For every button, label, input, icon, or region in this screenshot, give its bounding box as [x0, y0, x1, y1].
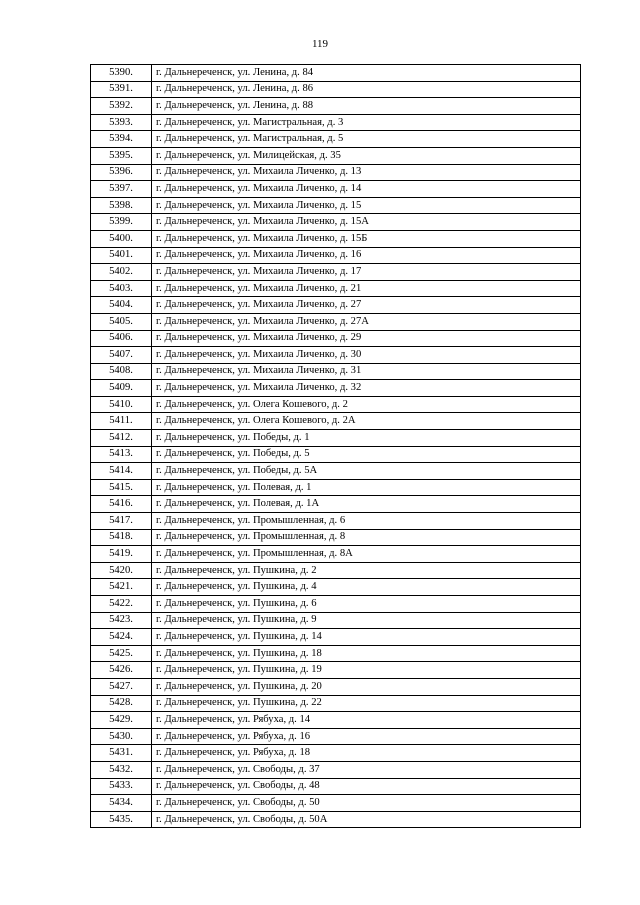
row-number-cell: 5435. [91, 811, 152, 828]
address-cell: г. Дальнереченск, ул. Пушкина, д. 9 [152, 612, 581, 629]
row-number-cell: 5400. [91, 230, 152, 247]
row-number-cell: 5412. [91, 430, 152, 447]
address-cell: г. Дальнереченск, ул. Пушкина, д. 20 [152, 678, 581, 695]
table-row [91, 313, 581, 330]
row-number-cell: 5409. [91, 380, 152, 397]
row-number-cell: 5406. [91, 330, 152, 347]
table-row [91, 264, 581, 281]
row-number-cell: 5423. [91, 612, 152, 629]
row-number-cell: 5404. [91, 297, 152, 314]
address-cell: г. Дальнереченск, ул. Пушкина, д. 6 [152, 596, 581, 613]
table-row [91, 546, 581, 563]
table-row [91, 380, 581, 397]
address-cell: г. Дальнереченск, ул. Милицейская, д. 35 [152, 147, 581, 164]
table-row [91, 98, 581, 115]
table-row [91, 629, 581, 646]
row-number-cell: 5390. [91, 65, 152, 82]
row-number-cell: 5432. [91, 761, 152, 778]
address-cell: г. Дальнереченск, ул. Промышленная, д. 8А [152, 546, 581, 563]
row-number-cell: 5394. [91, 131, 152, 148]
row-number-cell: 5398. [91, 197, 152, 214]
address-table [90, 64, 581, 828]
table-row [91, 579, 581, 596]
table-row [91, 712, 581, 729]
address-cell: г. Дальнереченск, ул. Михаила Личенко, д. 15 [152, 197, 581, 214]
row-number-cell: 5411. [91, 413, 152, 430]
row-number-cell: 5430. [91, 728, 152, 745]
row-number-cell: 5427. [91, 678, 152, 695]
address-cell: г. Дальнереченск, ул. Михаила Личенко, д. 13 [152, 164, 581, 181]
address-cell: г. Дальнереченск, ул. Михаила Личенко, д. 21 [152, 280, 581, 297]
row-number-cell: 5401. [91, 247, 152, 264]
table-row [91, 114, 581, 131]
row-number-cell: 5395. [91, 147, 152, 164]
address-cell: г. Дальнереченск, ул. Магистральная, д. 5 [152, 131, 581, 148]
row-number-cell: 5407. [91, 347, 152, 364]
row-number-cell: 5413. [91, 446, 152, 463]
address-cell: г. Дальнереченск, ул. Магистральная, д. 3 [152, 114, 581, 131]
row-number-cell: 5425. [91, 645, 152, 662]
table-row [91, 795, 581, 812]
table-row [91, 181, 581, 198]
row-number-cell: 5397. [91, 181, 152, 198]
table-row [91, 596, 581, 613]
address-cell: г. Дальнереченск, ул. Победы, д. 5 [152, 446, 581, 463]
table-row [91, 197, 581, 214]
address-cell: г. Дальнереченск, ул. Пушкина, д. 22 [152, 695, 581, 712]
address-cell: г. Дальнереченск, ул. Пушкина, д. 19 [152, 662, 581, 679]
row-number-cell: 5426. [91, 662, 152, 679]
table-row [91, 612, 581, 629]
table-row [91, 728, 581, 745]
row-number-cell: 5429. [91, 712, 152, 729]
address-cell: г. Дальнереченск, ул. Промышленная, д. 6 [152, 513, 581, 530]
row-number-cell: 5391. [91, 81, 152, 98]
table-row [91, 463, 581, 480]
row-number-cell: 5431. [91, 745, 152, 762]
address-cell: г. Дальнереченск, ул. Рябуха, д. 14 [152, 712, 581, 729]
row-number-cell: 5420. [91, 562, 152, 579]
page-number: 119 [311, 38, 329, 50]
table-row [91, 645, 581, 662]
table-row [91, 761, 581, 778]
row-number-cell: 5418. [91, 529, 152, 546]
address-cell: г. Дальнереченск, ул. Михаила Личенко, д. 15А [152, 214, 581, 231]
address-cell: г. Дальнереченск, ул. Михаила Личенко, д. 29 [152, 330, 581, 347]
table-row [91, 81, 581, 98]
table-row [91, 147, 581, 164]
row-number-cell: 5421. [91, 579, 152, 596]
table-row [91, 280, 581, 297]
address-cell: г. Дальнереченск, ул. Михаила Личенко, д. 17 [152, 264, 581, 281]
table-row [91, 745, 581, 762]
table-row [91, 811, 581, 828]
table-row [91, 529, 581, 546]
address-cell: г. Дальнереченск, ул. Михаила Личенко, д. 15Б [152, 230, 581, 247]
table-row [91, 131, 581, 148]
address-cell: г. Дальнереченск, ул. Рябуха, д. 18 [152, 745, 581, 762]
row-number-cell: 5399. [91, 214, 152, 231]
table-row [91, 347, 581, 364]
row-number-cell: 5416. [91, 496, 152, 513]
address-cell: г. Дальнереченск, ул. Михаила Личенко, д. 14 [152, 181, 581, 198]
table-row [91, 479, 581, 496]
table-row [91, 363, 581, 380]
address-cell: г. Дальнереченск, ул. Свободы, д. 37 [152, 761, 581, 778]
table-row [91, 778, 581, 795]
address-cell: г. Дальнереченск, ул. Михаила Личенко, д. 30 [152, 347, 581, 364]
address-cell: г. Дальнереченск, ул. Ленина, д. 88 [152, 98, 581, 115]
table-row [91, 695, 581, 712]
address-cell: г. Дальнереченск, ул. Победы, д. 5А [152, 463, 581, 480]
row-number-cell: 5419. [91, 546, 152, 563]
table-row [91, 562, 581, 579]
address-cell: г. Дальнереченск, ул. Пушкина, д. 2 [152, 562, 581, 579]
row-number-cell: 5422. [91, 596, 152, 613]
table-row [91, 513, 581, 530]
row-number-cell: 5405. [91, 313, 152, 330]
row-number-cell: 5433. [91, 778, 152, 795]
address-cell: г. Дальнереченск, ул. Олега Кошевого, д. 2 [152, 396, 581, 413]
row-number-cell: 5393. [91, 114, 152, 131]
table-row [91, 446, 581, 463]
address-cell: г. Дальнереченск, ул. Пушкина, д. 14 [152, 629, 581, 646]
address-cell: г. Дальнереченск, ул. Пушкина, д. 4 [152, 579, 581, 596]
address-cell: г. Дальнереченск, ул. Свободы, д. 48 [152, 778, 581, 795]
row-number-cell: 5428. [91, 695, 152, 712]
address-cell: г. Дальнереченск, ул. Ленина, д. 84 [152, 65, 581, 82]
table-row [91, 496, 581, 513]
address-cell: г. Дальнереченск, ул. Михаила Личенко, д. 16 [152, 247, 581, 264]
row-number-cell: 5396. [91, 164, 152, 181]
table-row [91, 330, 581, 347]
row-number-cell: 5417. [91, 513, 152, 530]
table-row [91, 413, 581, 430]
address-cell: г. Дальнереченск, ул. Свободы, д. 50 [152, 795, 581, 812]
table-row [91, 662, 581, 679]
address-cell: г. Дальнереченск, ул. Михаила Личенко, д. 27 [152, 297, 581, 314]
row-number-cell: 5408. [91, 363, 152, 380]
table-row [91, 230, 581, 247]
table-row [91, 297, 581, 314]
row-number-cell: 5410. [91, 396, 152, 413]
address-cell: г. Дальнереченск, ул. Победы, д. 1 [152, 430, 581, 447]
table-row [91, 430, 581, 447]
row-number-cell: 5392. [91, 98, 152, 115]
row-number-cell: 5424. [91, 629, 152, 646]
table-row [91, 396, 581, 413]
table-row [91, 164, 581, 181]
row-number-cell: 5415. [91, 479, 152, 496]
row-number-cell: 5414. [91, 463, 152, 480]
address-cell: г. Дальнереченск, ул. Промышленная, д. 8 [152, 529, 581, 546]
row-number-cell: 5402. [91, 264, 152, 281]
table-row [91, 214, 581, 231]
address-cell: г. Дальнереченск, ул. Свободы, д. 50А [152, 811, 581, 828]
row-number-cell: 5403. [91, 280, 152, 297]
address-cell: г. Дальнереченск, ул. Полевая, д. 1А [152, 496, 581, 513]
address-table-body [91, 65, 581, 828]
address-cell: г. Дальнереченск, ул. Пушкина, д. 18 [152, 645, 581, 662]
address-cell: г. Дальнереченск, ул. Михаила Личенко, д. 32 [152, 380, 581, 397]
address-cell: г. Дальнереченск, ул. Олега Кошевого, д. 2А [152, 413, 581, 430]
table-row [91, 65, 581, 82]
row-number-cell: 5434. [91, 795, 152, 812]
address-cell: г. Дальнереченск, ул. Рябуха, д. 16 [152, 728, 581, 745]
address-cell: г. Дальнереченск, ул. Михаила Личенко, д. 31 [152, 363, 581, 380]
address-cell: г. Дальнереченск, ул. Михаила Личенко, д. 27А [152, 313, 581, 330]
table-row [91, 678, 581, 695]
address-cell: г. Дальнереченск, ул. Ленина, д. 86 [152, 81, 581, 98]
table-row [91, 247, 581, 264]
address-cell: г. Дальнереченск, ул. Полевая, д. 1 [152, 479, 581, 496]
